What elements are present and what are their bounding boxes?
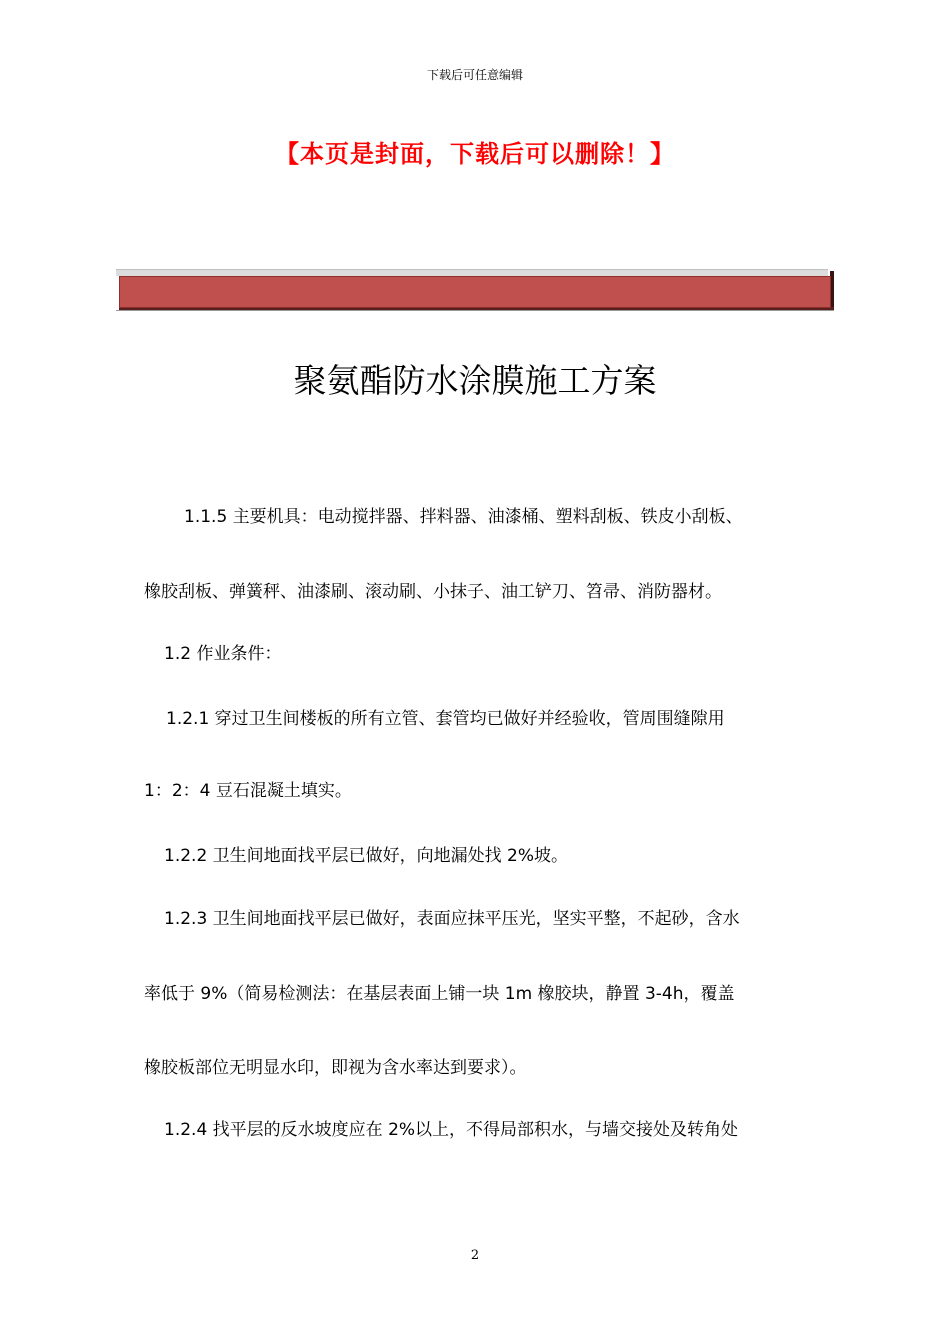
page-number: 2 <box>470 1248 480 1263</box>
body-line-6: 1.2.2 卫生间地面找平层已做好，向地漏处找 2%坡。 <box>164 846 569 866</box>
body-line-10: 1.2.4 找平层的反水坡度应在 2%以上，不得局部积水，与墙交接处及转角处 <box>164 1120 739 1140</box>
banner-top-strip <box>116 269 828 276</box>
body-line-8: 率低于 9%（简易检测法：在基层表面上铺一块 1m 橡胶块，静置 3-4h，覆盖 <box>144 984 735 1004</box>
decorative-banner <box>116 269 834 313</box>
banner-bar <box>119 276 831 308</box>
cover-notice: 【本页是封面，下载后可以删除！】 <box>275 140 675 168</box>
body-line-7: 1.2.3 卫生间地面找平层已做好，表面应抹平压光，坚实平整，不起砂，含水 <box>164 909 740 929</box>
body-line-4: 1.2.1 穿过卫生间楼板的所有立管、套管均已做好并经验收，管周围缝隙用 <box>166 709 725 729</box>
body-line-5: 1：2：4 豆石混凝土填实。 <box>144 781 352 801</box>
body-line-2: 橡胶刮板、弹簧秤、油漆刷、滚动刷、小抹子、油工铲刀、笤帚、消防器材。 <box>144 582 722 602</box>
body-line-1: 1.1.5 主要机具：电动搅拌器、拌料器、油漆桶、塑料刮板、铁皮小刮板、 <box>184 507 743 527</box>
header-note: 下载后可任意编辑 <box>426 68 523 82</box>
banner-underline <box>116 310 834 311</box>
section-heading-1-2: 1.2 作业条件： <box>164 644 282 664</box>
body-line-9: 橡胶板部位无明显水印，即视为含水率达到要求）。 <box>144 1058 527 1078</box>
document-title: 聚氨酯防水涂膜施工方案 <box>293 361 657 400</box>
